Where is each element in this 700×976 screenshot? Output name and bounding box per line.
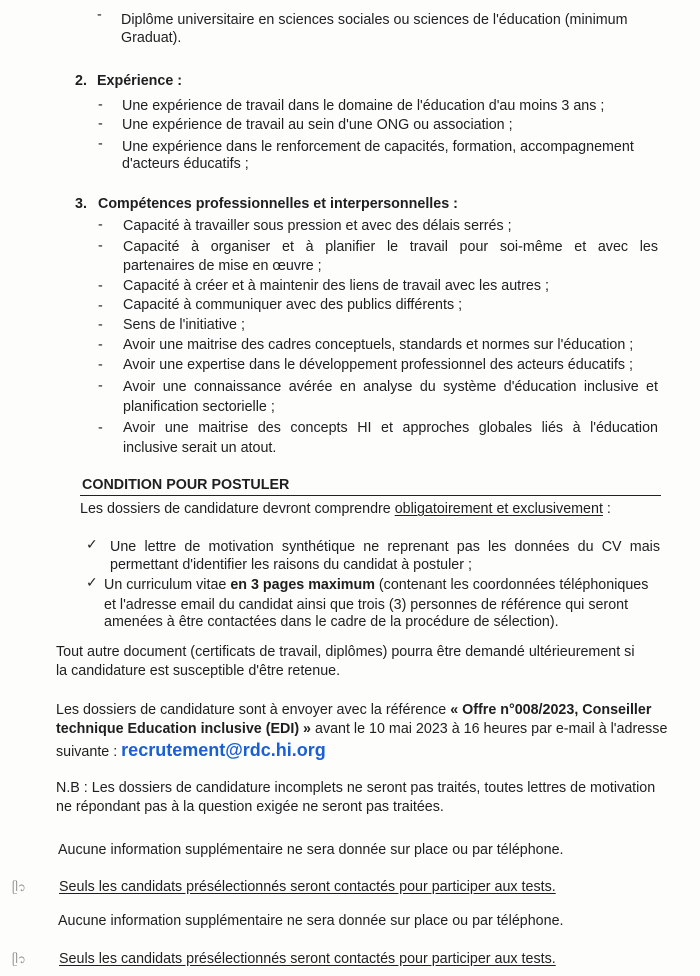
competences-heading: Compétences professionnelles et interpersonnelles : — [98, 196, 458, 212]
shortlist-note-1: Seuls les candidats présélectionnés seront contactés pour participer aux tests. — [59, 879, 556, 895]
bullet-dash: - — [98, 238, 103, 254]
condition-heading: CONDITION POUR POSTULER — [82, 477, 290, 493]
competence-item-3: Capacité à créer et à maintenir des liens de travail avec les autres ; — [123, 278, 549, 294]
competence-item-4: Capacité à communiquer avec des publics différents ; — [123, 297, 463, 313]
bullet-dash: - — [97, 7, 102, 23]
competence-item-5: Sens de l'initiative ; — [123, 317, 245, 333]
competence-item-7: Avoir une expertise dans le développement professionnel des acteurs éducatifs ; — [123, 357, 633, 373]
section-divider — [80, 495, 661, 496]
send-line-3: suivante : recrutement@rdc.hi.org — [56, 740, 326, 760]
send-line-1: Les dossiers de candidature sont à envoyer avec la référence « Offre n°008/2023, Conseiller — [56, 702, 652, 718]
experience-heading: Expérience : — [97, 73, 183, 89]
competence-item-8-cont: planification sectorielle ; — [123, 399, 275, 415]
bullet-dash: - — [98, 116, 103, 132]
competence-item-2-cont: partenaires de mise en œuvre ; — [123, 258, 322, 274]
bullet-dash: - — [98, 278, 103, 294]
experience-item-3: Une expérience dans le renforcement de capacités, formation, accompagnement — [122, 139, 634, 155]
other-doc-line-1: Tout autre document (certificats de travail, diplômes) pourra être demandé ultérieurement si — [56, 644, 635, 660]
bullet-dash: - — [98, 317, 103, 333]
experience-item-3-cont: d'acteurs éducatifs ; — [122, 156, 249, 172]
experience-number: 2. — [75, 73, 87, 89]
diploma-line-2: Graduat). — [121, 30, 182, 46]
bullet-dash: - — [98, 97, 103, 113]
competence-item-1: Capacité à travailler sous pression et avec des délais serrés ; — [123, 218, 512, 234]
nb-line-2: ne répondant pas à la question exigée ne seront pas traitées. — [56, 799, 444, 815]
condition-check-2-line-3: amenées à être contactées dans le cadre de la procédure de sélection). — [104, 614, 559, 630]
recruitment-email-link[interactable]: recrutement@rdc.hi.org — [121, 740, 326, 760]
experience-item-1: Une expérience de travail dans le domaine de l'éducation d'au moins 3 ans ; — [122, 98, 605, 114]
competence-item-9: Avoir une maitrise des concepts HI et approches globales liés à l'éducation — [123, 420, 658, 436]
check-icon: ✓ — [86, 574, 98, 590]
other-doc-line-2: la candidature est susceptible d'être retenue. — [56, 663, 341, 679]
competence-item-8: Avoir une connaissance avérée en analyse du système d'éducation inclusive et — [123, 379, 658, 395]
no-info-note-2: Aucune information supplémentaire ne sera donnée sur place ou par téléphone. — [58, 913, 564, 929]
bullet-dash: - — [98, 217, 103, 233]
competence-item-6: Avoir une maitrise des cadres conceptuels, standards et normes sur l'éducation ; — [123, 337, 634, 353]
condition-check-2-line-2: et l'adresse email du candidat ainsi que trois (3) personnes de référence qui seront — [104, 597, 629, 613]
condition-check-2-line-1: Un curriculum vitae en 3 pages maximum (contenant les coordonnées téléphoniques — [104, 577, 649, 593]
nb-line-1: N.B : Les dossiers de candidature incomplets ne seront pas traités, toutes lettres de motivation — [56, 780, 656, 796]
check-icon: ✓ — [86, 536, 98, 552]
bullet-dash: - — [98, 420, 103, 436]
bullet-dash: - — [98, 337, 103, 353]
send-line-2: technique Education inclusive (EDI) » avant le 10 mai 2023 à 16 heures par e-mail à l'adresse — [56, 721, 668, 737]
competences-number: 3. — [75, 196, 87, 212]
diploma-line-1: Diplôme universitaire en sciences sociales ou sciences de l'éducation (minimum — [121, 12, 628, 28]
bullet-dash: - — [98, 298, 103, 314]
no-info-note-1: Aucune information supplémentaire ne sera donnée sur place ou par téléphone. — [58, 842, 564, 858]
condition-check-1-line-2: permettant d'identifier les raisons du candidat à postuler ; — [110, 557, 472, 573]
shortlist-note-2: Seuls les candidats présélectionnés seront contactés pour participer aux tests. — [59, 951, 556, 967]
bullet-dash: - — [98, 357, 103, 373]
experience-item-2: Une expérience de travail au sein d'une ONG ou association ; — [122, 117, 513, 133]
competence-item-9-cont: inclusive serait un atout. — [123, 440, 277, 456]
competence-item-2: Capacité à organiser et à planifier le travail pour soi-même et avec les — [123, 239, 658, 255]
bullet-dash: - — [98, 136, 103, 152]
condition-check-1-line-1: Une lettre de motivation synthétique ne reprenant pas les données du CV mais — [110, 539, 660, 555]
handwritten-mark: ᥫ᭡ — [12, 952, 26, 966]
condition-intro: Les dossiers de candidature devront comprendre obligatoirement et exclusivement : — [80, 501, 611, 517]
handwritten-mark: ᥫ᭡ — [12, 880, 26, 894]
bullet-dash: - — [98, 378, 103, 394]
